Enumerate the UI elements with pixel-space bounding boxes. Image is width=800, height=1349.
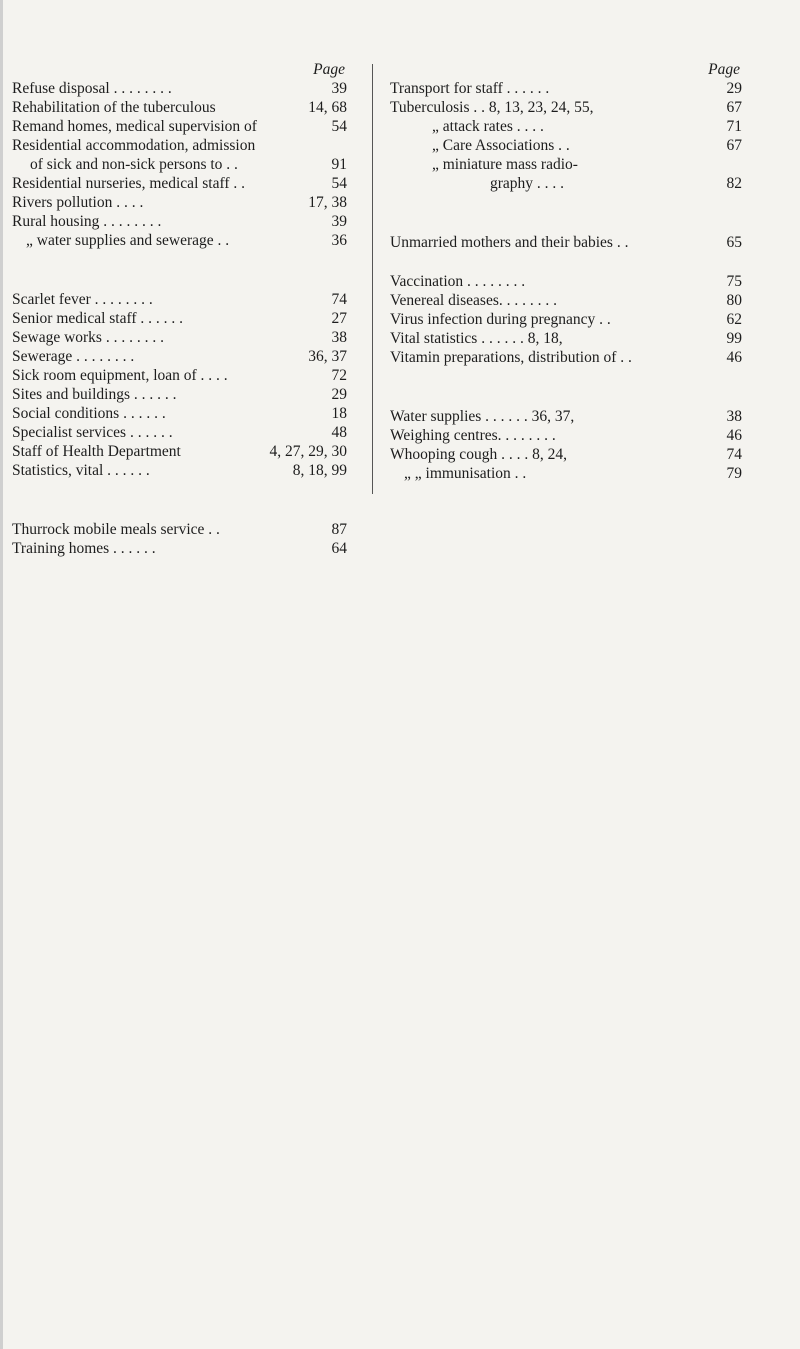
index-entry [390, 329, 742, 348]
index-entry [390, 136, 742, 155]
index-entry [12, 231, 347, 250]
index-entry [390, 98, 742, 117]
index-entry-text: Vaccination . . . . . . . . [390, 273, 526, 290]
index-entry-page: 46 [726, 427, 742, 444]
index-entry-page: 46 [726, 349, 742, 366]
index-entry [12, 461, 347, 480]
index-entry [12, 328, 347, 347]
index-entry-text: Weighing centres. . . . . . . . [390, 427, 556, 444]
index-entry [12, 290, 347, 309]
index-entry-page: 74 [331, 291, 347, 308]
index-entry-text: Staff of Health Department [12, 443, 181, 460]
index-entry-page: 67 [726, 99, 742, 116]
index-entry-text: Residential accommodation, admission [12, 137, 256, 154]
index-entry-text: Rural housing . . . . . . . . [12, 213, 162, 230]
index-entry-page: 82 [726, 175, 742, 192]
index-entry-page: 62 [726, 311, 742, 328]
index-entry-page: 71 [726, 118, 742, 135]
index-entry [390, 291, 742, 310]
index-entry-text: „ miniature mass radio- [432, 156, 578, 173]
index-entry [12, 117, 347, 136]
index-entry [390, 407, 742, 426]
index-entry-text: Sewerage . . . . . . . . [12, 348, 135, 365]
index-entry-page: 75 [726, 273, 742, 290]
index-entry [12, 98, 347, 117]
index-entry-page: 48 [331, 424, 347, 441]
index-entry-page: 91 [331, 156, 347, 173]
left-entries [12, 79, 347, 558]
index-entry-page: 67 [726, 137, 742, 154]
index-entry-text: Statistics, vital . . . . . . [12, 462, 150, 479]
index-entry [390, 310, 742, 329]
index-entry [390, 79, 742, 98]
index-entry-page: 18 [331, 405, 347, 422]
index-entry [12, 174, 347, 193]
index-entry-page: 29 [331, 386, 347, 403]
index-entry-page: 17, 38 [308, 194, 347, 211]
index-entry-text: Rehabilitation of the tuberculous [12, 99, 216, 116]
index-entry-text: Tuberculosis . . 8, 13, 23, 24, 55, [390, 99, 594, 116]
page-column-heading: Page [708, 61, 740, 78]
index-entry-text: Transport for staff . . . . . . [390, 80, 550, 97]
group-spacer [12, 480, 347, 520]
index-entry [390, 117, 742, 136]
index-entry [12, 385, 347, 404]
index-entry-page: 79 [726, 465, 742, 482]
index-entry-page: 4, 27, 29, 30 [269, 443, 347, 460]
page-column-heading: Page [313, 61, 345, 78]
index-entry-text: Unmarried mothers and their babies . . [390, 234, 629, 251]
index-entry-page: 72 [331, 367, 347, 384]
index-entry-page: 65 [726, 234, 742, 251]
index-entry-text: Training homes . . . . . . [12, 540, 156, 557]
index-entry-page: 54 [331, 175, 347, 192]
index-entry-text: „ „ immunisation . . [404, 465, 527, 482]
index-entry-text: Thurrock mobile meals service . . [12, 521, 220, 538]
index-entry-page: 87 [331, 521, 347, 538]
index-entry-page: 36 [331, 232, 347, 249]
index-entry [390, 272, 742, 291]
index-entry-page: 14, 68 [308, 99, 347, 116]
index-entry-text: of sick and non-sick persons to . . [30, 156, 238, 173]
index-entry [12, 442, 347, 461]
index-entry-text: Venereal diseases. . . . . . . . [390, 292, 558, 309]
index-entry-text: „ Care Associations . . [432, 137, 570, 154]
index-entry-page: 38 [331, 329, 347, 346]
index-entry-text: Vital statistics . . . . . . 8, 18, [390, 330, 563, 347]
index-entry [12, 347, 347, 366]
index-entry-text: graphy . . . . [490, 175, 565, 192]
index-entry-text: Sick room equipment, loan of . . . . [12, 367, 228, 384]
right-entries [390, 79, 742, 483]
index-entry-page: 27 [331, 310, 347, 327]
index-entry-page: 29 [726, 80, 742, 97]
index-entry-text: „ attack rates . . . . [432, 118, 544, 135]
group-spacer [12, 250, 347, 290]
index-entry [12, 155, 347, 174]
index-entry [12, 520, 347, 539]
index-entry-text: Whooping cough . . . . 8, 24, [390, 446, 567, 463]
index-entry-text: Rivers pollution . . . . [12, 194, 144, 211]
index-entry [12, 193, 347, 212]
index-entry [390, 445, 742, 464]
group-spacer [390, 367, 742, 407]
group-spacer [390, 252, 742, 272]
index-entry [390, 348, 742, 367]
index-entry [12, 404, 347, 423]
index-entry [390, 464, 742, 483]
index-entry-text: Scarlet fever . . . . . . . . [12, 291, 153, 308]
index-entry-text: Refuse disposal . . . . . . . . [12, 80, 172, 97]
index-entry-text: Virus infection during pregnancy . . [390, 311, 611, 328]
index-entry [12, 79, 347, 98]
index-entry [12, 366, 347, 385]
index-entry-page: 74 [726, 446, 742, 463]
index-entry-page: 38 [726, 408, 742, 425]
index-entry-text: Vitamin preparations, distribution of . . [390, 349, 632, 366]
index-entry [12, 309, 347, 328]
index-entry-page: 36, 37 [308, 348, 347, 365]
index-entry-page: 54 [331, 118, 347, 135]
index-entry-text: Remand homes, medical supervision of [12, 118, 257, 135]
index-entry-page: 99 [726, 330, 742, 347]
index-entry-page: 80 [726, 292, 742, 309]
index-entry [12, 212, 347, 231]
index-entry-page: 39 [331, 80, 347, 97]
column-divider [372, 64, 373, 494]
index-entry [390, 174, 742, 193]
index-column-left [12, 60, 347, 558]
index-entry [390, 233, 742, 252]
group-spacer [390, 193, 742, 233]
index-entry-text: Specialist services . . . . . . [12, 424, 173, 441]
index-entry-text: „ water supplies and sewerage . . [26, 232, 230, 249]
page-edge-shadow [0, 0, 3, 1349]
index-entry-text: Senior medical staff . . . . . . [12, 310, 184, 327]
index-column-right [390, 60, 742, 483]
index-entry [12, 539, 347, 558]
index-entry [12, 136, 347, 155]
index-entry [12, 423, 347, 442]
index-entry [390, 155, 742, 174]
index-entry-text: Water supplies . . . . . . 36, 37, [390, 408, 575, 425]
index-entry-text: Social conditions . . . . . . [12, 405, 166, 422]
index-entry-text: Sewage works . . . . . . . . [12, 329, 164, 346]
index-entry-page: 64 [331, 540, 347, 557]
index-entry [390, 426, 742, 445]
index-entry-text: Residential nurseries, medical staff . . [12, 175, 246, 192]
index-entry-page: 39 [331, 213, 347, 230]
index-entry-page: 8, 18, 99 [292, 462, 347, 479]
index-entry-text: Sites and buildings . . . . . . [12, 386, 177, 403]
